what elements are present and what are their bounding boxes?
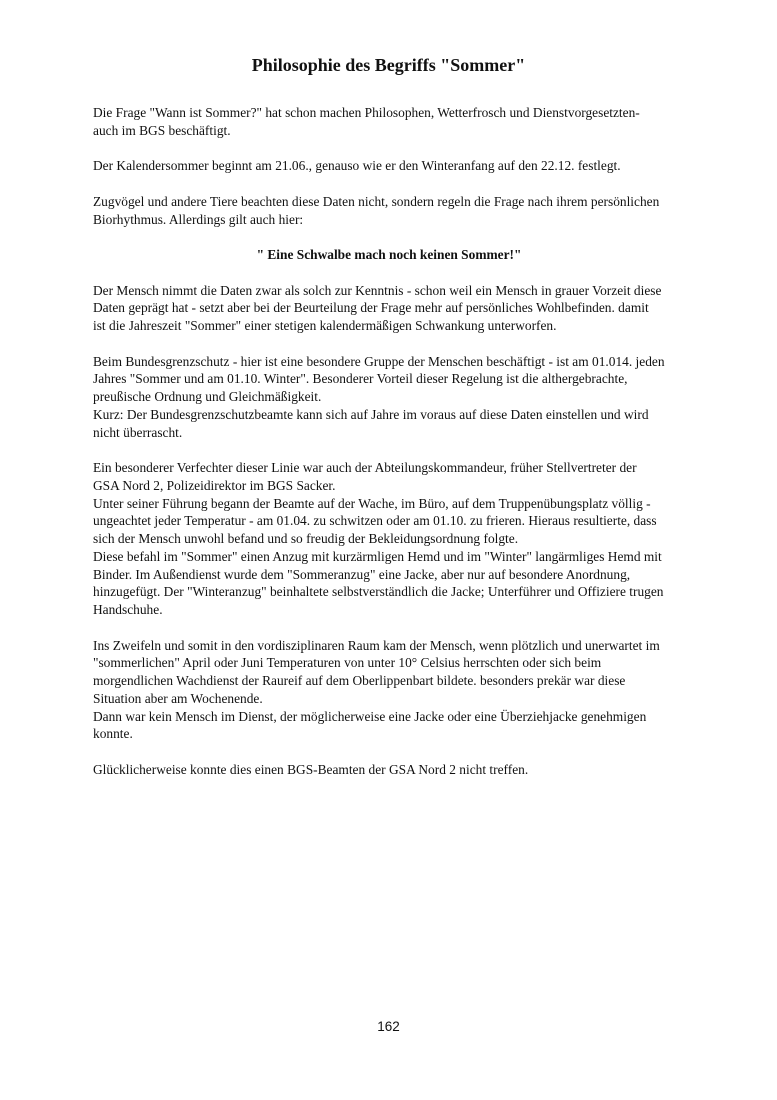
text-line: Der Mensch nimmt die Daten zwar als solch zur Kenntnis - schon weil ein Mensch in grauer Vorzeit diese — [93, 282, 662, 298]
text-line: hinzugefügt. Der "Winteranzug" beinhaltete selbstverständlich die Jacke; Unterführer und Offiziere trugen — [93, 584, 664, 600]
text-line: Unter seiner Führung begann der Beamte auf der Wache, im Büro, auf dem Truppenübungsplatz völlig - — [93, 495, 651, 511]
paragraph — [93, 157, 693, 175]
document-body — [93, 104, 693, 796]
paragraph — [93, 459, 693, 619]
text-line: nicht überrascht. — [93, 424, 183, 440]
quote: " Eine Schwalbe mach noch keinen Sommer!" — [256, 247, 522, 262]
text-line: Ins Zweifeln und somit in den vordisziplinaren Raum kam der Mensch, wenn plötzlich und unerwartet im — [93, 637, 660, 653]
paragraph — [93, 353, 693, 442]
text-line: Der Kalendersommer beginnt am 21.06., genauso wie er den Winteranfang auf den 22.12. festlegt. — [93, 158, 621, 174]
page-title: Philosophie des Begriffs "Sommer" — [251, 55, 526, 75]
text-line: auch im BGS beschäftigt. — [93, 122, 231, 138]
text-line: ist die Jahreszeit "Sommer" einer stetigen kalendermäßigen Schwankung unterworfen. — [93, 318, 557, 333]
text-line: konnte. — [93, 726, 133, 742]
main-paragraphs — [93, 282, 693, 779]
text-line: Zugvögel und andere Tiere beachten diese Daten nicht, sondern regeln die Frage nach ihrem persönlichen — [93, 193, 660, 209]
intro-paragraphs — [93, 104, 693, 228]
paragraph — [93, 637, 693, 744]
text-line: Beim Bundesgrenzschutz - hier ist eine besondere Gruppe der Menschen beschäftigt - ist am 01.014. jeden — [93, 353, 665, 369]
paragraph — [93, 193, 693, 229]
page-number: 162 — [377, 1019, 400, 1034]
text-line: morgendlichen Wachdienst der Raureif auf dem Oberlippenbart bildete. besonders prekär war diese — [93, 673, 626, 688]
text-line: sich der Mensch unwohl befand und so freudig der Bekleidungsordnung folgte. — [93, 531, 519, 546]
text-line: Dann war kein Mensch im Dienst, der möglicherweise eine Jacke oder eine Überziehjacke genehmigen — [93, 708, 647, 724]
text-line: Handschuhe. — [93, 602, 163, 617]
text-line: Biorhythmus. Allerdings gilt auch hier: — [93, 211, 304, 227]
text-line: preußische Ordnung und Gleichmäßigkeit. — [93, 389, 322, 404]
text-line: "sommerlichen" April oder Juni Temperaturen von unter 10° Celsius herrschten oder sich beim — [93, 655, 602, 671]
text-line: Die Frage "Wann ist Sommer?" hat schon machen Philosophen, Wetterfrosch und Dienstvorgesetzten- — [93, 105, 640, 120]
paragraph — [93, 761, 693, 779]
text-line: Binder. Im Außendienst wurde dem "Sommeranzug" eine Jacke, aber nur auf besondere Anordnung, — [93, 566, 631, 582]
text-line: Diese befahl im "Sommer" einen Anzug mit kurzärmligen Hemd und im "Winter" langärmliges Hemd mit — [93, 548, 662, 564]
paragraph — [93, 104, 693, 140]
text-line: Glücklicherweise konnte dies einen BGS-Beamten der GSA Nord 2 nicht treffen. — [93, 761, 529, 777]
text-line: ungeachtet jeder Temperatur - am 01.04. zu schwitzen oder am 01.10. zu frieren. Hieraus resultierte, dass — [93, 513, 657, 529]
text-line: Kurz: Der Bundesgrenzschutzbeamte kann sich auf Jahre im voraus auf diese Daten einstellen und wird — [93, 406, 649, 422]
text-line: Daten geprägt hat - setzt aber bei der Beurteilung der Frage mehr auf persönliches Wohlbefinden. damit — [93, 300, 649, 316]
text-line: GSA Nord 2, Polizeidirektor im BGS Sacker. — [93, 477, 336, 493]
text-line: Ein besonderer Verfechter dieser Linie war auch der Abteilungskommandeur, früher Stellvertreter der — [93, 460, 637, 475]
text-line: Situation aber am Wochenende. — [93, 690, 263, 706]
paragraph — [93, 282, 693, 335]
text-line: Jahres "Sommer und am 01.10. Winter". Besonderer Vorteil dieser Regelung ist die althergebrachte, — [93, 371, 628, 387]
